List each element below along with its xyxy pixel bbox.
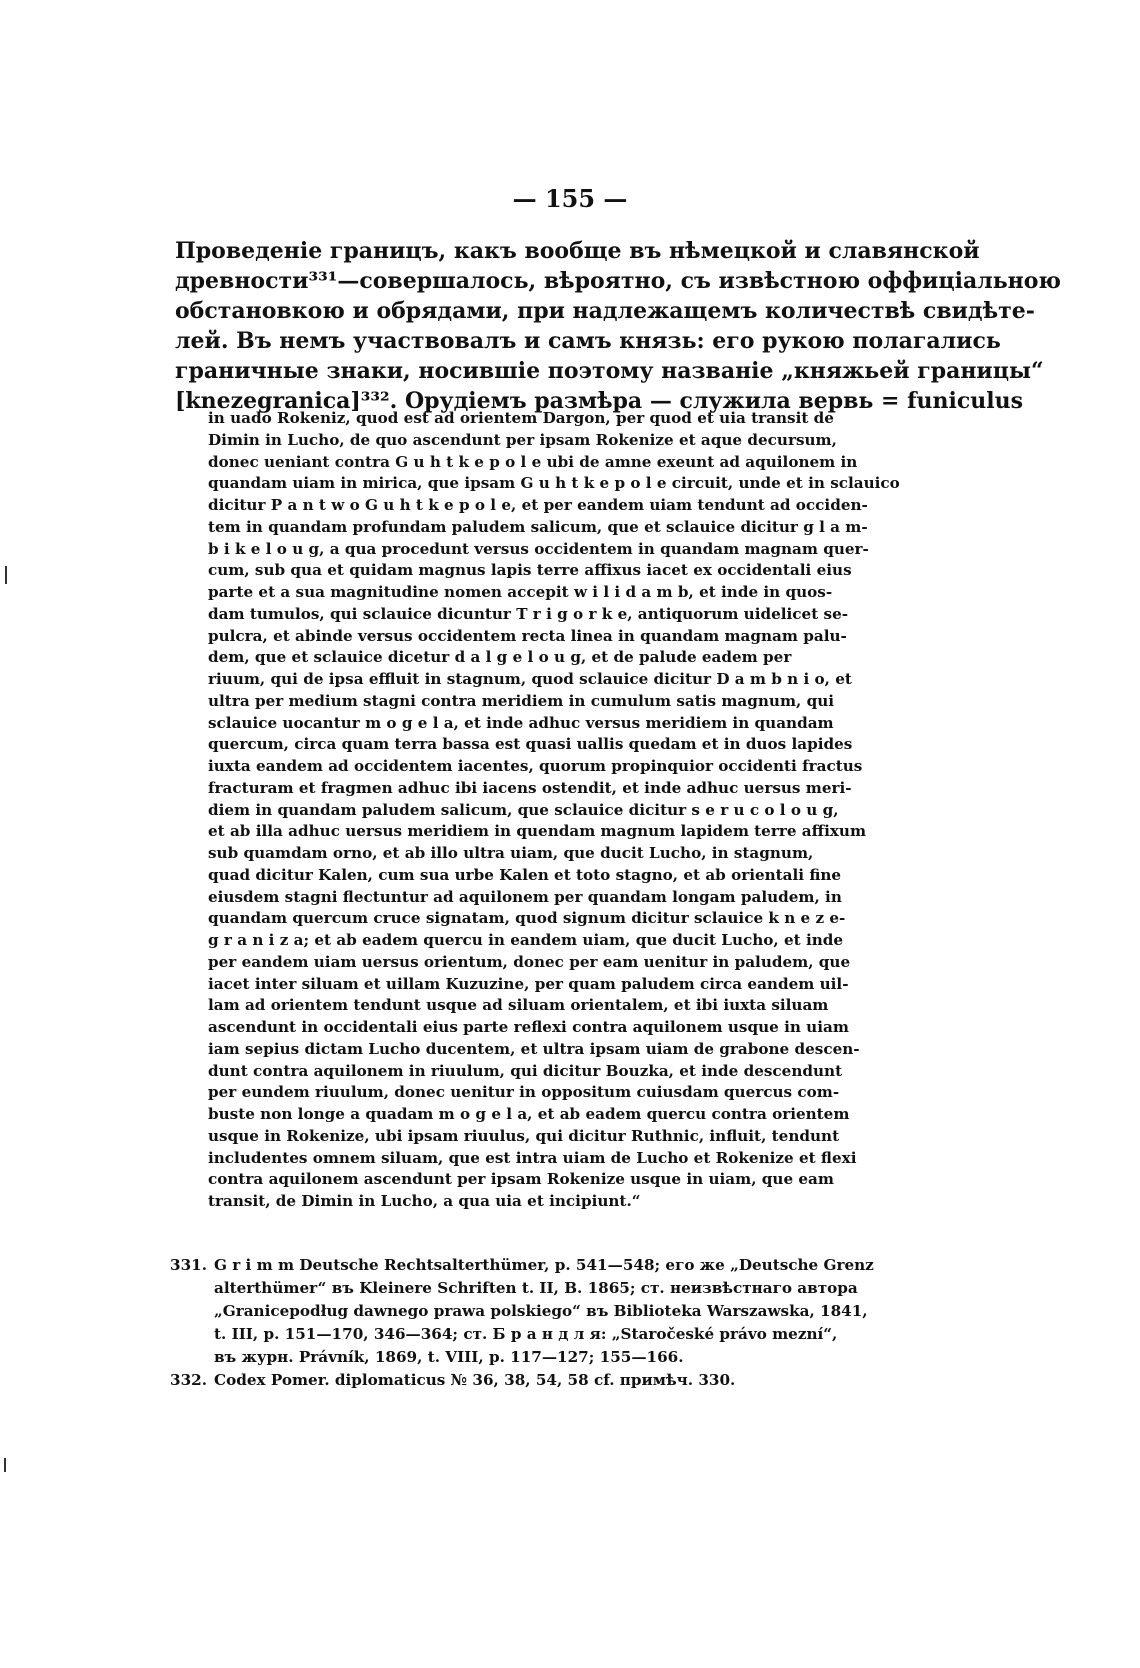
quote-line: et ab illa adhuc uersus meridiem in quendam magnum lapidem terre affixum	[208, 822, 867, 841]
quote-line: Dimin in Lucho, de quo ascendunt per ipsam Rokenize et aque decursum,	[208, 430, 837, 449]
quote-line: ascendunt in occidentali eius parte reflexi contra aquilonem usque in uiam	[208, 1018, 849, 1036]
text-line: граничные знаки, носившіе поэтому названіе „княжьей границы“	[175, 358, 1044, 384]
footnote-line: t. III, p. 151—170, 346—364; ст. Б р а н д л я: „Staročeské právo mezní“,	[214, 1325, 838, 1343]
quote-line: quandam quercum cruce signatam, quod signum dicitur sclauice k n e z e-	[208, 909, 846, 928]
text-line: древности³³¹—совершалось, вѣроятно, съ извѣстною оффиціальною	[175, 268, 1061, 294]
quote-line: usque in Rokenize, ubi ipsam riuulus, qui dicitur Ruthnic, influit, tendunt	[208, 1126, 840, 1145]
quote-line: pulcra, et abinde versus occidentem recta linea in quandam magnam palu-	[208, 626, 847, 645]
quote-line: quandam uiam in mirica, que ipsam G u h t k e p o l e circuit, unde et in sclauico	[208, 474, 900, 493]
quote-line: dem, que et sclauice dicetur d a l g e l o u g, et de palude eadem per	[208, 648, 792, 667]
quote-line: iam sepius dictam Lucho ducentem, et ultra ipsam uiam de grabone descen-	[208, 1039, 860, 1058]
page-number: — 155 —	[512, 184, 628, 213]
quote-line: iuxta eandem ad occidentem iacentes, quorum propinquior occidenti fractus	[208, 757, 863, 775]
quote-line: g r a n i z a; et ab eadem quercu in eandem uiam, que ducit Lucho, et inde	[208, 931, 844, 949]
quote-line: buste non longe a quadam m o g e l a, et ab eadem quercu contra orientem	[208, 1105, 850, 1123]
quote-line: quercum, circa quam terra bassa est quasi uallis quedam et in duos lapides	[208, 735, 853, 754]
margin-scan-mark	[4, 1458, 6, 1472]
quote-line: sub quamdam orno, et ab illo ultra uiam, que ducit Lucho, in stagnum,	[208, 844, 814, 862]
quote-line: per eundem riuulum, donec uenitur in oppositum cuiusdam quercus com-	[208, 1083, 840, 1102]
quote-line: dunt contra aquilonem in riuulum, qui dicitur Bouzka, et inde descendunt	[208, 1061, 843, 1080]
quote-line: transit, de Dimin in Lucho, a qua uia et incipiunt.“	[208, 1192, 641, 1210]
quote-line: eiusdem stagni flectuntur ad aquilonem per quandam longam paludem, in	[208, 887, 842, 906]
text-line: обстановкою и обрядами, при надлежащемъ количествѣ свидѣте-	[175, 298, 1035, 324]
quote-line: iacet inter siluam et uillam Kuzuzine, per quam paludem circa eandem uil-	[208, 974, 849, 993]
footnote-line: Codex Pomer. diplomaticus № 36, 38, 54, 58 cf. примѣч. 330.	[214, 1371, 736, 1389]
quote-line: cum, sub qua et quidam magnus lapis terre affixus iacet ex occidentali eius	[208, 561, 852, 580]
quote-line: parte et a sua magnitudine nomen accepit w i l i d a m b, et inde in quos-	[208, 583, 833, 601]
quote-line: contra aquilonem ascendunt per ipsam Rokenize usque in uiam, que eam	[208, 1170, 834, 1189]
footnote-number: 332.	[170, 1371, 207, 1389]
main-paragraph	[175, 236, 1061, 416]
quote-line: riuum, qui de ipsa effluit in stagnum, quod sclauice dicitur D a m b n i o, et	[208, 670, 852, 688]
footnote-line: alterthümer“ въ Kleinere Schriften t. II, B. 1865; ст. неизвѣстнаго автора	[214, 1279, 858, 1297]
quote-line: diem in quandam paludem salicum, que sclauice dicitur s e r u c o l o u g,	[208, 800, 839, 819]
text-line: Проведеніе границъ, какъ вообще въ нѣмецкой и славянской	[175, 238, 980, 264]
footnote	[170, 1254, 960, 1369]
quote-line: fracturam et fragmen adhuc ibi iacens ostendit, et inde adhuc uersus meri-	[208, 778, 852, 797]
quote-line: ultra per medium stagni contra meridiem in cumulum satis magnum, qui	[208, 691, 835, 710]
quote-line: dicitur P a n t w o G u h t k e p o l e, et per eandem uiam tendunt ad occiden-	[208, 496, 868, 514]
footnotes	[170, 1254, 960, 1392]
quote-line: sclauice uocantur m o g e l a, et inde adhuc versus meridiem in quandam	[208, 713, 834, 732]
quote-line: in uado Rokeniz, quod est ad orientem Dargon, per quod et uia transit de	[208, 409, 834, 427]
quote-line: lam ad orientem tendunt usque ad siluam orientalem, et ibi iuxta siluam	[208, 996, 829, 1015]
quote-line: tem in quandam profundam paludem salicum, que et sclauice dicitur g l a m-	[208, 517, 868, 536]
footnote-line: въ журн. Právník, 1869, t. VIII, p. 117—127; 155—166.	[214, 1348, 684, 1366]
quote-line: dam tumulos, qui sclauice dicuntur T r i g o r k e, antiquorum uidelicet se-	[208, 604, 849, 623]
quote-line: donec ueniant contra G u h t k e p o l e ubi de amne exeunt ad aquilonem in	[208, 452, 858, 471]
quote-line: quad dicitur Kalen, cum sua urbe Kalen et toto stagno, et ab orientali fine	[208, 865, 842, 884]
footnote	[170, 1369, 960, 1392]
text-line: лей. Въ немъ участвовалъ и самъ князь: его рукою полагались	[175, 328, 1001, 354]
footnote-number: 331.	[170, 1256, 207, 1274]
footnote-line: G r i m m Deutsche Rechtsalterthümer, p. 541—548; его же „Deutsche Grenz	[214, 1256, 874, 1274]
quote-line: per eandem uiam uersus orientum, donec per eam uenitur in paludem, que	[208, 952, 851, 971]
latin-quotation	[208, 408, 953, 1213]
margin-scan-mark	[5, 566, 7, 584]
footnote-line: „Granicepodług dawnego prawa polskiego“ въ Biblioteka Warszawska, 1841,	[214, 1302, 868, 1320]
quote-line: includentes omnem siluam, que est intra uiam de Lucho et Rokenize et flexi	[208, 1148, 857, 1167]
quote-line: b i k e l o u g, a qua procedunt versus occidentem in quandam magnam quer-	[208, 539, 869, 558]
text-line: [knezegranica]³³². Орудіемъ размѣра — служила вервь = funiculus	[175, 388, 1024, 414]
